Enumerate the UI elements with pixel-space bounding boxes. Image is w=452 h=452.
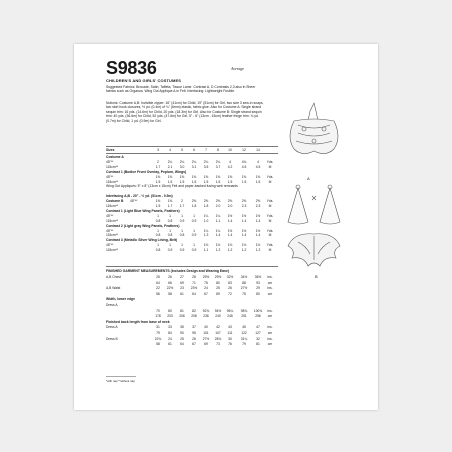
table-cell: 1⅛ [255, 243, 261, 248]
table-cell: 88 [242, 280, 246, 285]
table-cell: 1⅛ [215, 243, 221, 248]
table-cell: 47 [256, 325, 260, 330]
pattern-number: S9836 [106, 58, 157, 78]
table-cell: 23½ [190, 286, 198, 291]
size-cell: 7 [205, 148, 207, 152]
table-cell: 1⅝ [255, 174, 261, 179]
table-cell: 33 [168, 325, 172, 330]
table-cell: 2.0 [215, 204, 221, 208]
table-cell: 84 [168, 331, 172, 335]
table-cell: 42 [216, 325, 220, 330]
table-cell: 61 [180, 291, 184, 296]
table-cell: 2⅝ [191, 199, 197, 204]
figure-b-label: B [315, 274, 318, 279]
table-cell: 1⅝ [191, 174, 197, 179]
table-cell: 1⅝ [155, 199, 161, 204]
table-cell: 28 [192, 275, 196, 279]
table-cell: 1 [157, 213, 159, 218]
table-cell: 1 [181, 213, 183, 218]
row-label: Dress A [106, 303, 118, 307]
table-cell: 2.1 [167, 164, 173, 169]
table-cell: 1.2 [255, 248, 261, 253]
table-cell: 2⅝ [241, 199, 247, 204]
notions-text: Notions: Costume A,B: Invisible zipper: 16" (41cm) for Child, 19" (51cm) for Girl, two size 3 sew-in snaps, two skirt hook closures, ½ yd. (0.4m) of ¼" (6mm) elastic, fabric glue. Also for Costume A: Single strand sequin trim: 16 yds. (14.6m) for Child, 20 yds. (18.3m) for Girl. Also for Costume B: Single strand sequin trim: 40 yds. (36.6m) for Child, 52 yds. (47.6m) for Girl. 5" - 6" (13cm - 15cm) feather fringe trim: ¾ yd. (0.7m) for Child, 1 yd. (0.9m) for Girl. [106, 101, 264, 123]
table-cell: cm [267, 291, 273, 296]
table-cell: 79 [156, 331, 160, 335]
row-label: 45"** [106, 228, 114, 233]
table-cell: 26 [168, 275, 172, 279]
table-cell: 29½ [214, 275, 222, 279]
table-cell: 61 [168, 342, 172, 347]
table-cell: 69 [204, 342, 208, 347]
table-cell: 1⅝ [227, 174, 233, 179]
table-cell: 1.4 [241, 233, 247, 238]
pattern-envelope-back [74, 44, 378, 410]
table-cell: 96¼ [226, 308, 234, 313]
table-cell: 1¼ [215, 213, 221, 218]
table-cell: Yds. [266, 199, 274, 204]
size-cell: 3 [157, 148, 159, 152]
table-cell: 92¾ [202, 308, 210, 313]
row-label: Dress B [106, 336, 118, 341]
table-cell: 1.3 [203, 233, 209, 238]
table-cell: 1.4 [227, 218, 233, 223]
row-label: 115cm** [106, 204, 119, 208]
table-cell: 1⅝ [155, 174, 161, 179]
table-cell: 1 [157, 228, 159, 233]
row-label: 45"** [106, 243, 114, 248]
table-cell: 4.5 [255, 164, 261, 169]
table-cell: 27½ [202, 336, 210, 341]
row-label: 45"** [130, 199, 138, 204]
table-cell: 0.8 [179, 233, 185, 238]
table-cell: 1.4 [227, 233, 233, 238]
size-cell: 14 [256, 148, 260, 152]
table-cell: 1½ [227, 228, 233, 233]
table-cell: 76 [228, 342, 232, 347]
table-cell: 0.8 [167, 233, 173, 238]
table-cell: 1.8 [191, 204, 197, 208]
table-section-label: Width, lower edge [106, 297, 135, 302]
table-cell: 2.0 [227, 204, 233, 208]
table-cell: ins. [267, 275, 273, 279]
table-cell: 94½ [214, 308, 222, 313]
table-cell: 25 [180, 336, 184, 341]
table-cell: 178 [155, 314, 161, 319]
table-cell: 24 [204, 286, 208, 291]
table-cell: 4.2 [227, 164, 233, 169]
row-label: A,B Waist [106, 286, 121, 291]
table-cell: 0.9 [179, 248, 185, 253]
table-section-label: Contrast 1 (Light Blue Wing Panels, Feathers) [106, 208, 180, 213]
table-cell: 256 [255, 314, 261, 319]
table-cell: 98¾ [240, 308, 248, 313]
table-cell: M [268, 218, 272, 223]
table-cell: 1⅝ [241, 174, 247, 179]
table-cell: 1 [193, 228, 195, 233]
table-cell: 1 [169, 213, 171, 218]
table-section-label: Contrast 2 (Light gray Wing Panels, Feathers) [106, 223, 180, 228]
table-cell: 71 [192, 280, 196, 285]
table-cell: 1½ [241, 213, 247, 218]
row-label: 115cm** [106, 248, 119, 253]
table-cell: 1 [169, 228, 171, 233]
table-cell: 2⅝ [255, 199, 261, 204]
table-cell: 35 [180, 325, 184, 330]
table-cell: 28¾ [214, 336, 222, 341]
table-cell: 203 [167, 314, 173, 319]
table-cell: 2¼ [179, 159, 185, 164]
table-cell: ins. [267, 325, 273, 330]
table-cell: 1.5 [155, 179, 161, 184]
table-cell: 25 [216, 286, 220, 291]
table-cell: 1.4 [215, 233, 221, 238]
table-cell: 30 [228, 336, 232, 341]
table-cell: 245 [227, 314, 233, 319]
table-cell: 0.8 [155, 248, 161, 253]
table-section-label: Costume B [106, 199, 124, 204]
table-cell: 24 [168, 336, 172, 341]
table-cell: 22¾ [154, 336, 162, 341]
table-cell: 107 [215, 331, 221, 335]
table-cell: 82 [192, 308, 196, 313]
table-cell: 27 [180, 275, 184, 279]
table-cell: ins. [267, 286, 273, 291]
table-cell: 0.8 [155, 218, 161, 223]
table-cell: cm [267, 280, 273, 285]
table-cell: 251 [241, 314, 247, 319]
table-cell: 0.9 [191, 233, 197, 238]
table-cell: 73 [216, 342, 220, 347]
table-cell: M [268, 164, 272, 169]
footnote: *with nap **without nap [106, 379, 135, 383]
table-cell: 2¼ [203, 159, 209, 164]
table-cell: 32½ [226, 275, 234, 279]
table-cell: 1⅝ [215, 174, 221, 179]
table-cell: 1⅝ [167, 174, 173, 179]
table-cell: 80 [168, 308, 172, 313]
finished-title: FINISHED GARMENT MEASUREMENTS (Includes Design and Wearing Ease) [106, 269, 229, 273]
table-cell: 75 [242, 291, 246, 296]
table-cell: M [268, 179, 272, 184]
table-cell: 34½ [240, 275, 248, 279]
table-cell: 1½ [255, 228, 261, 233]
table-cell: 90 [180, 331, 184, 335]
table-cell: 1½ [241, 228, 247, 233]
table-cell: 208 [191, 314, 197, 319]
table-cell: 93 [256, 280, 260, 285]
table-cell: 1.2 [227, 248, 233, 253]
table-cell: 75 [204, 280, 208, 285]
dress-illustrations [282, 184, 348, 228]
row-label: 45"** [106, 213, 114, 218]
table-cell: 43 [228, 325, 232, 330]
table-cell: 1.4 [241, 218, 247, 223]
table-cell: 32 [256, 336, 260, 341]
table-cell: 1⅝ [167, 199, 173, 204]
table-section-label: Contrast 1 (Bodice Front Overlay, Peplum, Wings) [106, 169, 187, 174]
table-cell: ins. [267, 308, 273, 313]
table-cell: 3.1 [191, 164, 197, 169]
table-cell: 1½ [255, 213, 261, 218]
table-cell: 22 [156, 286, 160, 291]
table-cell: 1.5 [179, 179, 185, 184]
table-cell: 206 [179, 314, 185, 319]
table-cell: 22½ [166, 286, 174, 291]
table-cell: 4 [229, 159, 231, 164]
table-cell: 2¼ [191, 159, 197, 164]
table-section-label: Costume A [106, 155, 124, 159]
costume-a-illustration [284, 101, 344, 175]
table-cell: 1 [193, 243, 195, 248]
suggested-fabrics: Suggested Fabrics: Brocade, Satin, Taffeta, Tissue Lame. Contrast A, D Contrasts 2,3 also in Sheer fabrics such as Organza. Wing Out Applique A in Felt. Interfacing: Lightweight Fusible. [106, 85, 256, 94]
table-cell: 4 [257, 159, 259, 164]
table-cell: 23 [180, 286, 184, 291]
size-cell: 6 [193, 148, 195, 152]
sizes-rule-top [106, 146, 278, 147]
table-cell: 1½ [227, 213, 233, 218]
table-cell: M [268, 233, 272, 238]
table-cell: 1.7 [155, 164, 161, 169]
table-cell: 37 [192, 325, 196, 330]
table-cell: 1 [181, 243, 183, 248]
table-cell: 4¾ [241, 159, 247, 164]
footnote-rule [106, 376, 136, 377]
table-cell: Yds. [266, 174, 274, 179]
table-cell: 31¼ [240, 336, 248, 341]
row-label: 115cm** [106, 218, 119, 223]
size-cell: 4 [169, 148, 171, 152]
table-cell: 70 [156, 308, 160, 313]
table-cell: 1 [169, 243, 171, 248]
table-section-label: Contrast 3 (Metallic Silver Wing Lining, Belt) [106, 238, 178, 243]
table-cell: 95 [192, 331, 196, 335]
table-cell: 1⅛ [203, 243, 209, 248]
table-cell: 1¼ [215, 228, 221, 233]
table-cell: 127 [255, 331, 261, 335]
table-cell: 29½ [202, 275, 210, 279]
size-cell: 8 [217, 148, 219, 152]
brand-label: Average [231, 66, 245, 71]
table-cell: 1.5 [241, 179, 247, 184]
row-label: A,B Chest [106, 275, 121, 279]
table-cell: 111 [227, 331, 233, 335]
table-cell: 67 [204, 291, 208, 296]
table-note: Wing Out Appliqués: 5" x 8" (13cm x 15cm) Felt and paper-backed fusing web remnants [106, 184, 238, 189]
table-cell: 1⅛ [241, 243, 247, 248]
table-cell: 2¼ [215, 159, 221, 164]
table-cell: 1.2 [241, 248, 247, 253]
table-cell: 64 [180, 342, 184, 347]
table-cell: 79 [242, 342, 246, 347]
table-cell: 2⅝ [215, 199, 221, 204]
row-label: 115cm** [106, 164, 119, 169]
table-cell: 67 [192, 342, 196, 347]
table-cell: 1 [181, 228, 183, 233]
table-cell: M [268, 248, 272, 253]
table-cell: 1.4 [255, 233, 261, 238]
size-cell: 5 [181, 148, 183, 152]
table-cell: 1.5 [191, 179, 197, 184]
table-cell: ins. [267, 336, 273, 341]
table-cell: 1.2 [215, 248, 221, 253]
table-cell: 26 [228, 286, 232, 291]
table-cell: 83 [228, 280, 232, 285]
table-cell: 100¾ [253, 308, 263, 313]
size-cell: 10 [228, 148, 232, 152]
table-cell: 1.5 [203, 179, 209, 184]
table-cell: 122 [241, 331, 247, 335]
table-cell: cm [267, 314, 273, 319]
table-cell: 2⅝ [203, 199, 209, 204]
table-cell: 64 [192, 291, 196, 296]
table-cell: cm [267, 331, 273, 335]
table-section-label: Interfacing A,B - 20" - ½ yd. (51cm - 0.5m) [106, 194, 173, 199]
table-cell: 1.5 [227, 179, 233, 184]
table-cell: Yds. [266, 228, 274, 233]
table-section-label: Finished back length from base of neck [106, 319, 170, 324]
table-cell: 69 [216, 291, 220, 296]
table-cell: 1.8 [203, 204, 209, 208]
table-cell: 72 [228, 291, 232, 296]
table-cell: 1.5 [255, 179, 261, 184]
size-cell: 12 [242, 148, 246, 152]
table-cell: cm [267, 342, 273, 347]
finished-rule [106, 266, 278, 267]
table-cell: 56 [156, 291, 160, 296]
table-cell: 80 [256, 291, 260, 296]
table-cell: 1¼ [203, 213, 209, 218]
table-cell: 1.7 [179, 204, 185, 208]
table-cell: 80 [216, 280, 220, 285]
table-cell: 1.0 [203, 218, 209, 223]
row-label: Dress A [106, 325, 118, 330]
table-cell: 1.5 [155, 204, 161, 208]
table-cell: 69 [180, 280, 184, 285]
table-cell: 4.5 [241, 164, 247, 169]
figure-a-label: A [307, 176, 310, 181]
table-cell: M [268, 204, 272, 208]
table-cell: 1.7 [167, 204, 173, 208]
table-cell: 1.1 [215, 218, 221, 223]
table-cell: 0.8 [155, 233, 161, 238]
table-cell: 1⅝ [203, 174, 209, 179]
table-cell: 0.9 [191, 218, 197, 223]
row-label: 115cm** [106, 179, 119, 184]
table-cell: 1.5 [215, 179, 221, 184]
table-cell: 240 [215, 314, 221, 319]
table-cell: 81 [256, 342, 260, 347]
table-cell: 3.5 [203, 164, 209, 169]
costume-b-illustration [286, 230, 342, 272]
table-cell: 25 [156, 275, 160, 279]
table-cell: Yds. [266, 213, 274, 218]
table-cell: 2 [181, 199, 183, 204]
table-cell: 3.0 [179, 164, 185, 169]
table-cell: 1⅛ [227, 243, 233, 248]
sizes-rule-bottom [106, 153, 278, 154]
pattern-subtitle: CHILDREN'S AND GIRLS' COSTUMES [106, 78, 181, 83]
table-cell: 0.9 [179, 218, 185, 223]
table-cell: 29 [256, 286, 260, 291]
table-cell: Yds. [266, 159, 274, 164]
table-cell: 58 [168, 291, 172, 296]
table-cell: 1 [157, 243, 159, 248]
table-cell: 27½ [240, 286, 248, 291]
table-cell: 36½ [254, 275, 262, 279]
row-label: 45"** [106, 174, 114, 179]
sizes-label: Sizes [106, 148, 115, 152]
table-cell: 26 [192, 336, 196, 341]
row-label: 115cm** [106, 233, 119, 238]
table-cell: 2 [157, 159, 159, 164]
table-cell: 81 [180, 308, 184, 313]
table-cell: 1.4 [255, 218, 261, 223]
table-cell: 64 [156, 280, 160, 285]
table-cell: 1⅝ [179, 174, 185, 179]
table-cell: Yds. [266, 243, 274, 248]
table-cell: 101 [203, 331, 209, 335]
table-cell: 0.9 [167, 248, 173, 253]
table-cell: 2.3 [241, 204, 247, 208]
table-cell: 58 [156, 342, 160, 347]
table-cell: 2¼ [167, 159, 173, 164]
table-cell: 0.9 [191, 248, 197, 253]
table-cell: 236 [203, 314, 209, 319]
table-cell: 1 [193, 213, 195, 218]
table-cell: 1.1 [203, 248, 209, 253]
table-cell: 2.3 [255, 204, 261, 208]
table-cell: 2⅝ [227, 199, 233, 204]
table-cell: 66 [168, 280, 172, 285]
table-cell: 40 [204, 325, 208, 330]
table-cell: 31 [156, 325, 160, 330]
table-cell: 1.5 [167, 179, 173, 184]
row-label: 45"** [106, 159, 114, 164]
table-cell: 3.7 [215, 164, 221, 169]
table-cell: 45 [242, 325, 246, 330]
table-cell: 1¼ [203, 228, 209, 233]
table-cell: 0.8 [167, 218, 173, 223]
